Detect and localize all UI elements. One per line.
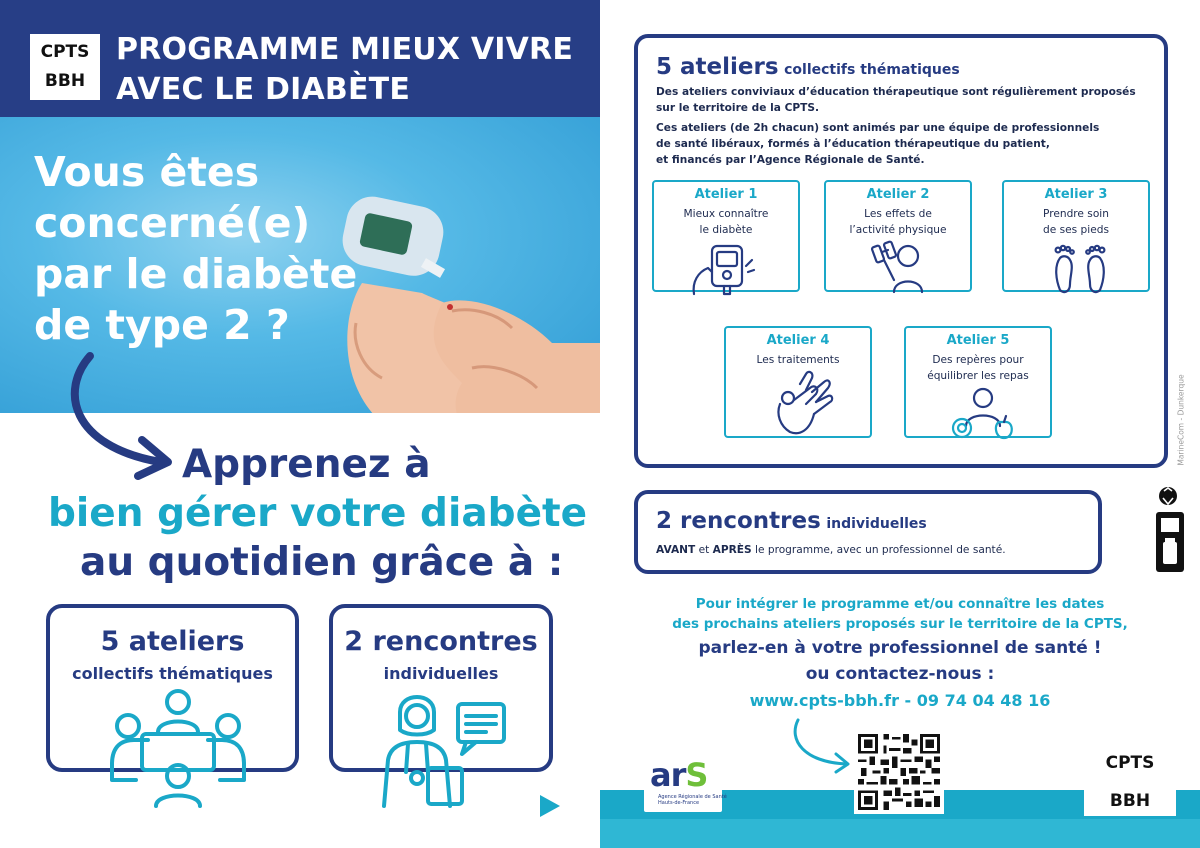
rencontres-box-title-sub: individuelles bbox=[826, 516, 927, 532]
meal-icon bbox=[950, 386, 1016, 440]
atelier-desc bbox=[906, 352, 1050, 384]
rencontres-rest: le programme, avec un professionnel de santé. bbox=[751, 544, 1006, 556]
atelier-desc-line: de ses pieds bbox=[1043, 224, 1109, 236]
contact-line3: parlez-en à votre professionnel de santé ! bbox=[698, 638, 1102, 658]
rencontres-apres: APRÈS bbox=[712, 544, 752, 556]
rencontres-box-title-num: 2 rencontres bbox=[656, 508, 821, 534]
hero-question-line: de type 2 ? bbox=[34, 301, 290, 349]
ars-small-text bbox=[658, 794, 727, 806]
atelier-desc-line: Des repères pour bbox=[932, 354, 1024, 366]
logo-line1: CPTS bbox=[1105, 753, 1155, 773]
headline-line1: Apprenez à bbox=[182, 442, 431, 487]
ars-small-line: Agence Régionale de Santé bbox=[658, 794, 727, 800]
program-title bbox=[116, 30, 596, 110]
qr-code-icon bbox=[858, 734, 940, 810]
doctor-consultation-icon bbox=[378, 686, 508, 808]
ars-letters-a: ar bbox=[650, 756, 686, 794]
logo-line2: BBH bbox=[44, 71, 86, 91]
print-credit-text: MarineCom - Dunkerque bbox=[1176, 374, 1186, 466]
ateliers-intro-line: Ces ateliers (de 2h chacun) sont animés par une équipe de professionnels bbox=[656, 122, 1100, 134]
ateliers-intro-2 bbox=[656, 120, 1099, 168]
contact-line4: ou contactez-nous : bbox=[805, 664, 995, 684]
atelier-desc-line: l’activité physique bbox=[849, 224, 947, 236]
hero-question bbox=[34, 147, 357, 351]
rencontres-et: et bbox=[695, 544, 713, 556]
play-arrow-icon bbox=[540, 795, 560, 817]
contact-line2: des prochains ateliers proposés sur le territoire de la CPTS, bbox=[672, 616, 1128, 632]
atelier-card-3 bbox=[1002, 180, 1150, 292]
glucometer-icon bbox=[688, 242, 758, 296]
ars-logo bbox=[644, 756, 727, 812]
ateliers-card-subtitle: collectifs thématiques bbox=[72, 664, 273, 683]
rencontres-box-text bbox=[656, 542, 1006, 558]
feet-icon bbox=[1048, 244, 1112, 294]
atelier-card-2 bbox=[824, 180, 972, 292]
atelier-card-4 bbox=[724, 326, 872, 438]
atelier-card-1 bbox=[652, 180, 800, 292]
cpts-bbh-logo-footer bbox=[1084, 748, 1176, 816]
ateliers-intro-line: Des ateliers conviviaux d’éducation thérapeutique sont régulièrement proposés bbox=[656, 86, 1136, 98]
ateliers-box-title-sub: collectifs thématiques bbox=[784, 62, 960, 78]
rencontres-box-title bbox=[656, 508, 927, 534]
rencontres-card-subtitle: individuelles bbox=[383, 664, 499, 683]
atelier-desc-line: le diabète bbox=[699, 224, 753, 236]
pill-hand-icon bbox=[766, 370, 836, 436]
hero-question-line: concerné(e) bbox=[34, 199, 311, 247]
qr-code[interactable] bbox=[854, 730, 944, 814]
atelier-desc-line: Mieux connaître bbox=[683, 208, 769, 220]
group-meeting-icon bbox=[108, 688, 248, 808]
atelier-desc bbox=[726, 352, 870, 368]
contact-line1: Pour intégrer le programme et/ou connaître les dates bbox=[695, 596, 1105, 612]
logo-line2: BBH bbox=[1109, 791, 1151, 811]
atelier-desc-line: équilibrer les repas bbox=[927, 370, 1029, 382]
curved-arrow-icon bbox=[50, 350, 190, 480]
ateliers-box-title bbox=[656, 54, 960, 80]
atelier-card-5 bbox=[904, 326, 1052, 438]
hero-question-line: Vous êtes bbox=[34, 148, 260, 196]
rencontres-avant: AVANT bbox=[656, 544, 696, 556]
atelier-heading: Atelier 4 bbox=[766, 333, 830, 348]
cpts-bbh-logo bbox=[30, 34, 100, 100]
dumbbell-icon bbox=[866, 240, 936, 294]
program-title-line2: AVEC LE DIABÈTE bbox=[116, 72, 411, 107]
ateliers-intro-1 bbox=[656, 84, 1136, 116]
headline-line3: au quotidien grâce à : bbox=[80, 540, 564, 585]
contact-website-phone[interactable]: www.cpts-bbh.fr - 09 74 04 48 16 bbox=[749, 691, 1051, 710]
atelier-desc bbox=[654, 206, 798, 238]
atelier-heading: Atelier 3 bbox=[1044, 187, 1108, 202]
right-page bbox=[600, 0, 1200, 848]
ars-letters-s: S bbox=[685, 756, 708, 794]
curved-arrow-icon bbox=[788, 716, 862, 774]
ateliers-intro-line: de santé libéraux, formés à l’éducation thérapeutique du patient, bbox=[656, 138, 1050, 150]
print-credit bbox=[1176, 370, 1186, 470]
ateliers-box-title-num: 5 ateliers bbox=[656, 54, 779, 80]
atelier-heading: Atelier 2 bbox=[866, 187, 930, 202]
atelier-desc-line: Prendre soin bbox=[1043, 208, 1109, 220]
rencontres-card-title: 2 rencontres bbox=[344, 626, 538, 657]
atelier-desc bbox=[826, 206, 970, 238]
atelier-heading: Atelier 5 bbox=[946, 333, 1010, 348]
header-band bbox=[0, 0, 600, 117]
ars-letters bbox=[650, 756, 707, 794]
ateliers-intro-line: et financés par l’Agence Régionale de Santé. bbox=[656, 154, 925, 166]
glucose-test-illustration bbox=[322, 193, 600, 413]
ateliers-intro-line: sur le territoire de la CPTS. bbox=[656, 102, 820, 114]
recycling-icon bbox=[1154, 486, 1190, 576]
headline-line2: bien gérer votre diabète bbox=[48, 491, 588, 536]
atelier-desc-line: Les traitements bbox=[756, 354, 840, 366]
logo-line1: CPTS bbox=[40, 42, 90, 62]
hero-question-line: par le diabète bbox=[34, 250, 358, 298]
rencontres-box bbox=[634, 490, 1102, 574]
atelier-desc bbox=[1004, 206, 1148, 238]
ateliers-box bbox=[634, 34, 1168, 468]
ars-small-line: Hauts-de-France bbox=[658, 800, 700, 806]
ateliers-card-title: 5 ateliers bbox=[100, 626, 245, 657]
program-title-line1: PROGRAMME MIEUX VIVRE bbox=[116, 32, 574, 67]
atelier-desc-line: Les effets de bbox=[864, 208, 932, 220]
atelier-heading: Atelier 1 bbox=[694, 187, 758, 202]
